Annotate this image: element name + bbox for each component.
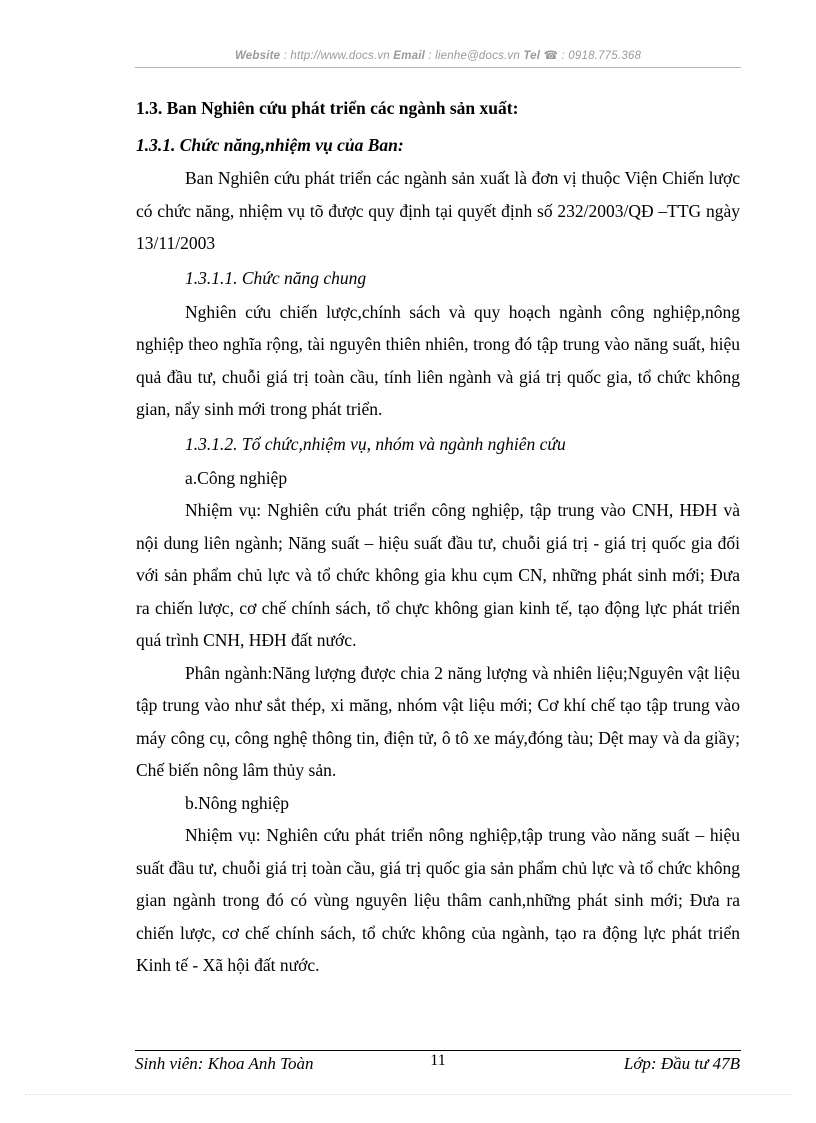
footer-divider xyxy=(135,1050,741,1051)
agriculture-task-paragraph: Nhiệm vụ: Nghiên cứu phát triển nông nghiệp,tập trung vào năng suất – hiệu suất đầu tư, chuỗi giá trị toàn cầu, giá trị quốc gia sản phẩm chủ lực và tổ chức không gian ngành trong đó có vùng nguyên liệu thâm canh,những phát sinh mới; Đưa ra chiến lược, cơ chế chính sách, tổ chức không của ngành, tạo ra động lực phát triển Kinh tế - Xã hội đất nước. xyxy=(136,825,740,975)
footer-student: Sinh viên: Khoa Anh Toàn xyxy=(135,1054,314,1073)
website-value: : http://www.docs.vn xyxy=(280,50,394,62)
website-label: Website xyxy=(234,50,281,62)
email-label: Email xyxy=(393,50,425,62)
tel-label: Tel xyxy=(523,50,541,62)
header-divider xyxy=(135,67,741,68)
tel-value: : 0918.775.368 xyxy=(558,50,642,62)
page-header xyxy=(135,48,741,62)
label-agriculture: b.Nông nghiệp xyxy=(185,792,290,813)
intro-paragraph: Ban Nghiên cứu phát triển các ngành sản xuất là đơn vị thuộc Viện Chiến lược có chức năng, nhiệm vụ tõ được quy định tại quyết định số 232/2003/QĐ –TTG ngày 13/11/2003 xyxy=(136,168,740,253)
general-function-paragraph: Nghiên cứu chiến lược,chính sách và quy hoạch ngành công nghiệp,nông nghiệp theo nghĩa rộng, tài nguyên thiên nhiên, trong đó tập trung vào năng suất, hiệu quả đầu tư, chuỗi giá trị toàn cầu, tính liên ngành và giá trị quốc gia, tổ chức không gian, nẩy sinh mới trong phát triển. xyxy=(136,301,740,419)
industry-task-paragraph: Nhiệm vụ: Nghiên cứu phát triển công nghiệp, tập trung vào CNH, HĐH và nội dung liên ngành; Năng suất – hiệu suất đầu tư, chuỗi giá trị - giá trị quốc gia đối với sản phẩm chủ lực và tổ chức không gia khu cụm CN, những phát sinh mới; Đưa ra chiến lược, cơ chế chính sách, tổ chực không gian kinh tế, tạo động lực phát triển quá trình CNH, HĐH đất nước. xyxy=(136,500,740,650)
page-body xyxy=(136,88,740,982)
phone-icon: ☎ xyxy=(543,50,559,62)
email-value: : lienhe@docs.vn xyxy=(424,50,524,62)
industry-branch-paragraph: Phân ngành:Năng lượng được chia 2 năng lượng và nhiên liệu;Nguyên vật liệu tập trung vào như sắt thép, xi măng, nhóm vật liệu mới; Cơ khí chế tạo tập trung vào máy công cụ, công nghệ thông tin, điện tử, ô tô xe máy,đóng tàu; Dệt may và da giầy; Chế biến nông lâm thủy sản. xyxy=(136,662,740,780)
page-number: 11 xyxy=(430,1052,446,1069)
footer-class: Lớp: Đầu tư 47B xyxy=(623,1054,740,1073)
section-title: 1.3. Ban Nghiên cứu phát triển các ngành sản xuất: xyxy=(136,98,519,118)
heading-general-function: 1.3.1.1. Chức năng chung xyxy=(185,267,367,288)
subsection-title: 1.3.1. Chức năng,nhiệm vụ của Ban: xyxy=(136,135,404,155)
page-bottom-edge xyxy=(25,1094,791,1095)
label-industry: a.Công nghiệp xyxy=(185,467,288,488)
heading-organization: 1.3.1.2. Tổ chức,nhiệm vụ, nhóm và ngành nghiên cứu xyxy=(185,433,566,454)
